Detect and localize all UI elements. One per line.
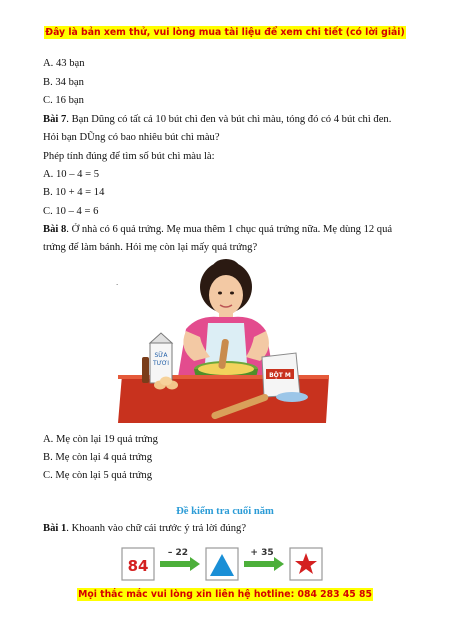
question-7-line1: Bài 7. Bạn Dũng có tất cả 10 bút chì đen và bút chì màu, tóng đó có 4 bút chì đen. — [43, 114, 392, 125]
question-7-option-b: B. 10 + 4 = 14 — [43, 187, 105, 198]
milk-label-2: TƯƠI — [152, 360, 170, 367]
question-8-option-b: B. Mẹ còn lại 4 quả trứng — [43, 452, 153, 463]
question-8-line1: Bài 8. Ở nhà có 6 quả trứng. Mẹ mua thêm 1 chục quả trứng nữa. Mẹ dùng 12 quả — [43, 224, 393, 235]
arrow-right-icon — [160, 561, 190, 567]
question-8-line2: trứng để làm bánh. Hỏi mẹ còn lại mấy quả trứng? — [43, 242, 258, 253]
baking-illustration — [114, 257, 337, 423]
svg-text:.: . — [116, 279, 119, 287]
question-7-label: Bài 7 — [43, 114, 67, 125]
step-plus-label: + 35 — [250, 548, 274, 558]
question-8-option-c: C. Mẹ còn lại 5 quả trứng — [43, 470, 153, 481]
question-7-line3: Phép tính đúng để tìm số bút chì màu là: — [43, 151, 215, 162]
question-7-option-a: A. 10 – 4 = 5 — [43, 169, 99, 180]
milk-label-1: SỮA — [154, 352, 168, 359]
question-7-line2: Hỏi bạn DŨng có bao nhiêu bút chì màu? — [43, 132, 220, 143]
option-b: B. 34 bạn — [43, 77, 84, 88]
question-7-option-c: C. 10 – 4 = 6 — [43, 206, 99, 217]
step-minus-label: – 22 — [167, 548, 189, 558]
flour-label: BỘT M — [269, 372, 291, 379]
header-notice: Đây là bản xem thử, vui lòng mua tài liệu để xem chi tiết (có lời giải) — [45, 27, 405, 38]
question-1-label: Bài 1 — [43, 523, 67, 534]
option-c: C. 16 bạn — [43, 95, 84, 106]
section-title: Đề kiểm tra cuối năm — [176, 506, 274, 517]
question-1-line: Bài 1. Khoanh vào chữ cái trước ý trả lời đúng? — [43, 523, 247, 534]
question-8-option-a: A. Mẹ còn lại 19 quả trứng — [43, 434, 158, 445]
start-value: 84 — [127, 557, 149, 575]
arrow-right-icon-2 — [244, 561, 274, 567]
question-8-label: Bài 8 — [43, 224, 67, 235]
option-a: A. 43 bạn — [43, 58, 85, 69]
footer-notice: Mọi thắc mắc vui lòng xin liên hệ hotline: 084 283 45 85 — [78, 589, 372, 600]
math-chain — [120, 544, 340, 584]
